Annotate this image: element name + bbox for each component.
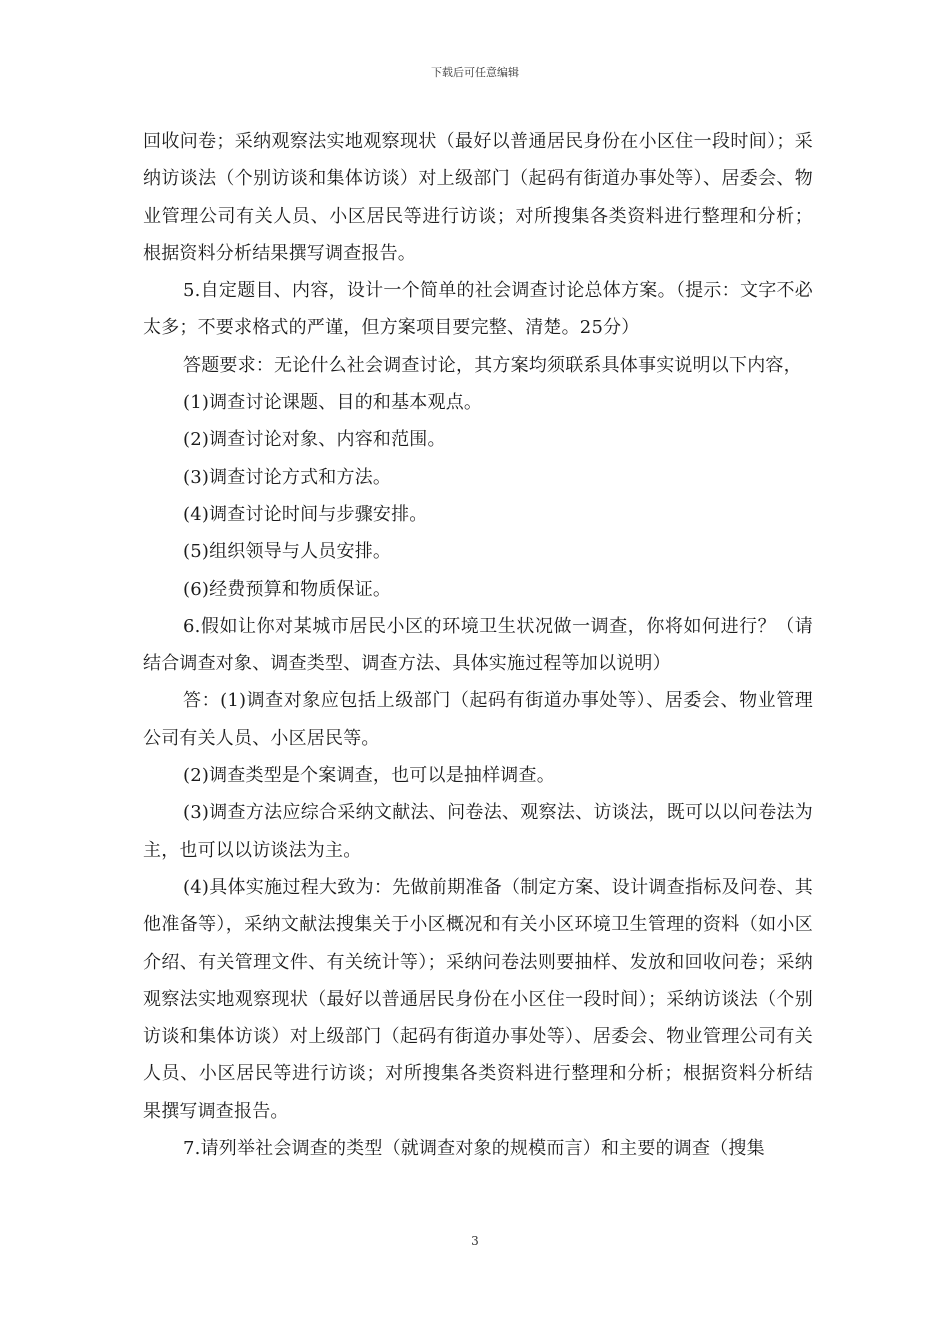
list-item: (5)组织领导与人员安排。 — [183, 541, 392, 563]
paragraph-answer: 答：(1)调查对象应包括上级部门（起码有街道办事处等）、居委会、物业管理公司有关人员、小区居民等。 — [143, 690, 813, 749]
list-item: (1)调查讨论课题、目的和基本观点。 — [183, 392, 483, 414]
paragraph: 回收问卷；采纳观察法实地观察现状（最好以普通居民身份在小区住一段时间）；采纳访谈法（个别访谈和集体访谈）对上级部门（起码有街道办事处等）、居委会、物业管理公司有关人员、小区居民等进行访谈；对所搜集各类资料进行整理和分析；根据资料分析结果撰写调查报告。 — [143, 131, 813, 264]
page-number: 3 — [471, 1234, 479, 1248]
document-body — [143, 123, 813, 1167]
list-item: (2)调查讨论对象、内容和范围。 — [183, 429, 446, 451]
paragraph-answer: (3)调查方法应综合采纳文献法、问卷法、观察法、访谈法，既可以以问卷法为主，也可以以访谈法为主。 — [143, 802, 813, 861]
page-header: 下载后可任意编辑 — [431, 66, 519, 79]
list-item: (3)调查讨论方式和方法。 — [183, 466, 392, 488]
paragraph-answer-requirements: 答题要求：无论什么社会调查讨论，其方案均须联系具体事实说明以下内容， — [183, 354, 802, 376]
paragraph-question-7: 7.请列举社会调查的类型（就调查对象的规模而言）和主要的调查（搜集 — [183, 1138, 765, 1160]
list-item: (6)经费预算和物质保证。 — [183, 578, 392, 600]
paragraph-answer: (4)具体实施过程大致为：先做前期准备（制定方案、设计调查指标及问卷、其他准备等），采纳文献法搜集关于小区概况和有关小区环境卫生管理的资料（如小区介绍、有关管理文件、有关统计等）；采纳问卷法则要抽样、发放和回收问卷；采纳观察法实地观察现状（最好以普通居民身份在小区住一段时间）；采纳访谈法（个别访谈和集体访谈）对上级部门（起码有街道办事处等）、居委会、物业管理公司有关人员、小区居民等进行访谈；对所搜集各类资料进行整理和分析；根据资料分析结果撰写调查报告。 — [143, 876, 813, 1122]
list-item: (4)调查讨论时间与步骤安排。 — [183, 503, 428, 525]
paragraph-question-6: 6.假如让你对某城市居民小区的环境卫生状况做一调查，你将如何进行？（请结合调查对象、调查类型、调查方法、具体实施过程等加以说明） — [143, 615, 813, 675]
paragraph-answer: (2)调查类型是个案调查，也可以是抽样调查。 — [183, 765, 555, 787]
paragraph-question-5: 5.自定题目、内容，设计一个简单的社会调查讨论总体方案。（提示：文字不必太多；不要求格式的严谨，但方案项目要完整、清楚。25分） — [143, 280, 813, 339]
